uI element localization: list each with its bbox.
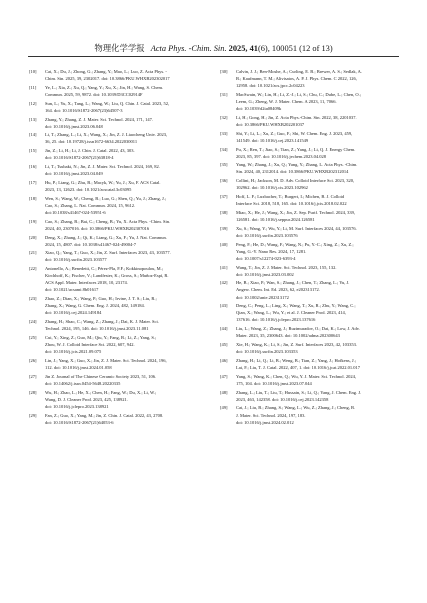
reference-entry (220, 357, 399, 371)
reference-number: [38] (220, 209, 228, 215)
reference-text: Yang, W.; Zhang, J.; Xu, Q.; Yang, Y.; Zhang, L. Acta Phys. -Chim. (236, 162, 358, 168)
reference-text: Sun, L.; Yu, X.; Tang, L.; Wang, W.; Liu, Q. Chin. J. Catal. 2023, 52, (45, 100, 170, 106)
reference-text: 112. doi: 10.1016/j.jmst.2024.01.058 (45, 364, 112, 370)
reference-entry (220, 130, 399, 144)
references-right-column (220, 68, 399, 427)
reference-text: 36, 25. doi: 10.19728/j.issn1672-6634.2022030011 (45, 139, 138, 145)
reference-number: [39] (220, 225, 228, 231)
reference-number: [10] (29, 69, 37, 74)
reference-entry (220, 302, 399, 323)
reference-text: Lai, F.; Liu, T. J. Catal. 2022, 407, 1. doi: 10.1016/j.jcat.2022.01.017 (236, 364, 360, 370)
reference-text: 175, 104. doi: 10.1016/j.jmst.2023.07.044 (236, 380, 312, 386)
reference-text: B.; Kaufmann, T. M.; Alivisatos, A. P. J. Phys. Chem. C 2022, 126, (236, 76, 357, 82)
reference-entry (29, 234, 208, 248)
reference-number: [42] (220, 280, 228, 286)
reference-number: [29] (29, 412, 37, 418)
reference-text: Qian, X.; Wang, L.; Wu, Y.; et al. J. Cleaner Prod. 2023, 414, (236, 310, 346, 316)
reference-text: MacSwain, W.; Lin, H.; Li, Z.-J.; Li, S.; Chu, C.; Dube, L.; Chen, O.; (236, 91, 361, 97)
reference-number: [26] (29, 357, 37, 363)
reference-text: doi: 10.1016/j.jmst.2023.03.002 (236, 271, 294, 277)
reference-text: Zhao, Z.; Dian, X.; Wang, P.; Guo, H.; Irvine, J. T. S.; Liu, R.; (45, 296, 157, 302)
reference-text: doi: 10.1002/anie.202313172 (236, 294, 289, 300)
reference-text: Collini, H.; Jackson, M. D. Adv. Colloid Interface Sci. 2023, 320, (236, 178, 355, 184)
reference-entry (220, 373, 399, 387)
reference-entry (220, 241, 399, 262)
reference-text: Calvin, J. J.; Ben-Moshe, A.; Curling, E. B.; Brewer, A. S.; Sedlak, A. (236, 69, 362, 74)
reference-entry (29, 389, 208, 410)
references-left-column (29, 68, 208, 427)
reference-text: Sin. 2024, 40, 2312014. doi: 10.3866/PKU.WHXB202312014 (236, 169, 349, 175)
reference-number: [37] (220, 194, 228, 200)
reference-text: Zhou, W. J. Colloid Interface Sci. 2022, 607, 942. (45, 342, 135, 348)
reference-text: doi: 10.1016/j.jmst.2023.04.049 (45, 171, 103, 177)
reference-text: 137616. doi: 10.1016/j.jclepro.2023.137616 (236, 317, 316, 323)
reference-text: Hoff, L. F.; Luxbacher, T.; Burgert, I.; Michen, B. J. Colloid (236, 194, 345, 200)
reference-number: [44] (220, 326, 228, 332)
reference-text: Li, T.; Zhang, L.; Li, X.; Wang, X.; Jin, Z. J. Liaocheng Univ. 2023, (45, 132, 168, 138)
reference-text: He, B.; Xiao, P.; Wan, S.; Zhang, J.; Chen, T.; Zhang, L.; Yu, J. (236, 280, 350, 286)
reference-entry (29, 249, 208, 263)
reference-text: Angew. Chem. Int. Ed. 2023, 62, e202313172. (236, 287, 320, 293)
reference-text: doi: 10.1016/j.jcis.2021.09.075 (45, 349, 102, 355)
reference-text: doi: 10.1016/S1872-2067(21)64053-6 (45, 419, 114, 425)
reference-number: [28] (29, 389, 37, 395)
reference-entry (29, 68, 208, 82)
reference-text: ACS Appl. Mater. Interfaces 2018, 10, 23174. (45, 280, 128, 286)
reference-text: Leem, G.; Zheng, W. J. Mater. Chem. A 2023, 11, 7066. (236, 99, 337, 104)
reference-number: [15] (29, 148, 37, 154)
reference-entry (29, 195, 208, 216)
reference-text: 141549. doi: 10.1016/j.cej.2023.141549 (236, 137, 309, 143)
reference-text: Shi, Y.; Li, L.; Xu, Z.; Guo, F.; Shi, W. Chem. Eng. J. 2023, 459, (236, 130, 353, 136)
reference-number: [33] (220, 130, 228, 136)
reference-entry (29, 147, 208, 161)
reference-text: 2023, 13, 12623. doi: 10.1021/acscatal.3c03095 (45, 186, 132, 192)
reference-text: Jin, Z.; Li, H.; Li, J. Chin. J. Catal. 2022, 43, 303. (45, 148, 135, 154)
citation-volume: 2025, 41 (228, 44, 258, 53)
reference-entry (29, 373, 208, 387)
reference-text: Zhang, H.; Shao, C.; Wang, Z.; Zhang, J.; Dai, K. J. Mater. Sci. (45, 319, 159, 325)
reference-number: [46] (220, 357, 228, 363)
reference-text: 164. doi: 10.1016/S1872-2067(23)64507-3 (45, 107, 123, 113)
reference-text: Wang, T.; Jin, Z. J. Mater. Sci. Technol. 2023, 155, 132. (236, 264, 337, 270)
reference-text: Commun. 2025, 59, 9872. doi: 10.1039/D3CC02914F (45, 91, 143, 97)
reference-entry (220, 209, 399, 223)
reference-text: Ye, L.; Xia, Z.; Xu, Q.; Yang, Y.; Xu, X.; Jin, H.; Wang, S. Chem. (45, 84, 164, 90)
reference-text: 2024, 15, 4807. doi: 10.1038/s41467-024-49004-7 (45, 241, 136, 247)
reference-text: Xiao, Q.; Yang, T.; Guo, X.; Jin, Z. Surf. Interfaces 2023, 43, 103577. (45, 250, 171, 256)
reference-entry (220, 341, 399, 355)
reference-text: Cui, Y.; Xing, Z.; Guo, M.; Qiu, Y.; Fang, B.; Li, Z.; Yang, S.; (45, 334, 157, 340)
reference-text: doi: 10.1016/j.cej.2024.149184 (45, 310, 102, 316)
reference-text: doi: 10.1016/j.surfin.2023.103353 (236, 349, 298, 355)
reference-text: Cai, X.; Du, J.; Zhong, G.; Zhang, Y.; Mao, L.; Luo, Z. Acta Phys. - (45, 69, 167, 74)
reference-entry (220, 193, 399, 207)
reference-text: Wen, S.; Wang, W.; Cheng, B.; Luo, G.; Shen, Q.; Yu, J.; Zhang, J.; (45, 195, 167, 201)
reference-text: doi: 10.1021/acsami.8b01617 (45, 287, 99, 293)
reference-number: [22] (29, 266, 37, 272)
reference-text: Miao, X.; He, J.; Wang, X.; Jin, Z. Sep. Purif. Technol. 2024, 339, (236, 209, 356, 215)
header-rule (28, 56, 399, 57)
reference-text: Zhang, L.; Liu, T.; Liu, T.; Hussain, S.; Li, Q.; Yang, J. Chem. Eng. J. (236, 389, 362, 395)
reference-number: [27] (29, 373, 37, 379)
reference-text: Deng, X.; Zhang, J.; Qi, K.; Liang, G.; Xu, F.; Yu, J. Nat. Commun. (45, 234, 167, 240)
reference-text: Zhang, X.; Wang, G. Chem. Eng. J. 2024, 482, 149184. (45, 303, 145, 309)
reference-text: 12958. doi: 10.1021/acs.jpcc.2c04223 (236, 83, 305, 89)
journal-chinese-title: 物理化学学报 (94, 44, 145, 53)
reference-entry (29, 334, 208, 355)
reference-entry (220, 264, 399, 278)
reference-number: [11] (29, 84, 37, 90)
reference-text: Liu, L.; Wang, Z.; Zhang, J.; Ruzimuradov, O.; Dai, K.; Low, J. Adv. (236, 326, 360, 332)
reference-entry (29, 116, 208, 130)
reference-text: 2024, 40, 2307016. doi: 10.3866/PKU.WHXB202307016 (45, 225, 150, 231)
reference-number: [34] (220, 146, 228, 152)
reference-text: Technol. 2024, 195, 146. doi: 10.1016/j.jmst.2023.11.081 (45, 326, 149, 332)
reference-text: doi: 10.1016/j.jclepro.2023.138921 (45, 403, 109, 409)
reference-text: Kirchhoff, K.; Fischer, V.; Landfester, K.; Gross, S.; Muñoz-Espí, R. (45, 273, 169, 279)
reference-text: Deng, C.; Peng, L.; Ling, X.; Wang, T.; Xu, R.; Zhu, Y.; Wang, C.; (236, 303, 356, 309)
reference-text: Cai, J.; Liu, B.; Zhang, S.; Wang, L.; Wu, Z.; Zhang, J.; Cheng, B. (236, 405, 356, 411)
reference-text: 2023, 463, 142358. doi: 10.1016/j.cej.2023.142358 (236, 396, 329, 402)
reference-text: Pu, X.; Ren, T.; Jiao, S.; Tian, Z.; Yang, J.; Li, Q. J. Energy Chem. (236, 146, 356, 152)
reference-number: [48] (220, 389, 228, 395)
reference-text: 102962. doi: 10.1016/j.cis.2023.102962 (236, 185, 308, 191)
reference-number: [16] (29, 164, 37, 170)
reference-entry (29, 218, 208, 232)
reference-number: [17] (29, 179, 37, 185)
reference-number: [43] (220, 303, 228, 309)
reference-number: [20] (29, 234, 37, 240)
reference-entry (220, 389, 399, 403)
reference-text: Xie, H.; Wang, K.; Li, S.; Jin, Z. Surf. Interfaces 2023, 42, 103353. (236, 342, 358, 348)
reference-entry (220, 146, 399, 160)
reference-text: Yang, G.-Y. Nano Res. 2024, 17, 1281. (236, 248, 307, 254)
reference-entry (220, 177, 399, 191)
reference-text: doi: 10.1016/j.surfin.2023.103577 (45, 257, 107, 263)
reference-text: Interface Sci. 2018, 518, 165. doi: 10.1016/j.jcis.2018.02.022 (236, 201, 347, 207)
reference-text: Lin, J.; Yang, X.; Guo, X.; Jin, Z. J. Mater. Sci. Technol. 2024, 196, (45, 357, 167, 363)
reference-text: Li, H.; Gong, H.; Jin, Z. Acta Phys.-Chim. Sin. 2022, 38, 2201037. (236, 114, 357, 120)
reference-text: Jin Z. Journal of The Chinese Ceramic Society 2023, 51, 106. (45, 373, 157, 379)
reference-text: doi: 10.1016/S1872-2067(21)63818-4 (45, 155, 114, 161)
reference-text: 126581. doi: 10.1016/j.seppur.2024.126581 (236, 216, 315, 222)
reference-text: Zhang, Y.; Zhang, Z. J. Mater. Sci. Technol. 2024, 171, 147. (45, 116, 153, 122)
reference-number: [32] (220, 114, 228, 120)
reference-text: Wu, H.; Zhao, L.; He, X.; Chen, H.; Fang, W.; Du, X.; Li, W.; (45, 389, 157, 395)
reference-text: Cao, S.; Zhang, L. Nat. Commun. 2024, 15, 9612. (45, 202, 136, 208)
reference-number: [14] (29, 132, 37, 138)
reference-number: [36] (220, 178, 228, 184)
reference-entry (29, 357, 208, 371)
reference-text: doi:10.1038/s41467-024-53951-6 (45, 209, 106, 215)
reference-text: doi: 10.1016/j.jmst.2023.06.048 (45, 123, 103, 129)
reference-number: [30] (220, 69, 228, 74)
reference-entry (29, 295, 208, 316)
reference-text: doi: 10.1007/s12274-023-6393-4 (236, 255, 296, 261)
reference-entry (220, 114, 399, 128)
reference-number: [49] (220, 405, 228, 411)
reference-text: Cao, S.; Zhang, B.; Bai, C.; Cheng, B.; Yu, X. Acta Phys. -Chim. Sin. (45, 218, 171, 224)
reference-number: [19] (29, 218, 37, 224)
reference-text: Fan, Z.; Guo, X.; Yang, M.; Jin, Z. Chin. J. Catal. 2022, 43, 2708. (45, 412, 164, 418)
reference-text: doi: 10.3866/PKU.WHXB202201037 (236, 121, 305, 127)
reference-text: doi: 10.1039/d2ta08409k (236, 106, 282, 112)
reference-entry (29, 100, 208, 114)
reference-entry (220, 225, 399, 239)
reference-number: [24] (29, 319, 37, 325)
reference-number: [35] (220, 162, 228, 168)
reference-entry (29, 179, 208, 193)
reference-number: [18] (29, 195, 37, 201)
reference-text: doi: 10.14062/j.issn.0454-5648.20220335 (45, 380, 121, 386)
reference-number: [45] (220, 342, 228, 348)
citation-pages: (6), 100051 (12 of 13) (257, 44, 333, 53)
reference-entry (29, 318, 208, 332)
reference-entry (29, 265, 208, 293)
reference-text: Li, T.; Tsubaki, N.; Jin, Z. J. Mater. Sci. Technol. 2024, 169, 82. (45, 164, 160, 170)
reference-text: Antonello, A.; Benedetti, C.; Pérez-Pla, F.F.; Kokkinopoulou, M.; (45, 266, 164, 272)
reference-entry (220, 404, 399, 425)
reference-entry (29, 412, 208, 426)
reference-entry (29, 131, 208, 145)
reference-number: [23] (29, 296, 37, 302)
reference-entry (29, 84, 208, 98)
journal-abbreviation: Acta Phys. -Chim. Sin. (150, 44, 227, 53)
reference-text: Mater. 2023, 35, 2300643. doi: 10.1002/adma.202300643 (236, 333, 340, 339)
reference-text: Chim. Sin. 2025, 39, 2302017. doi: 10.3866/PKU.WHXB202302017 (45, 76, 170, 82)
reference-text: Yang, S.; Wang, K.; Chen, Q.; Wu, Y. J. Mater. Sci. Technol. 2024, (236, 373, 357, 379)
reference-text: doi: 10.1016/j.jmst.2024.02.012 (236, 419, 294, 425)
reference-number: [12] (29, 100, 37, 106)
reference-number: [31] (220, 91, 228, 97)
reference-entry (220, 68, 399, 89)
reference-text: Hu, P.; Liang, G.; Zhu, B.; Macyk, W.; Yu, J.; Xu, F. ACS Catal. (45, 179, 161, 185)
running-header (0, 44, 427, 54)
reference-entry (220, 161, 399, 175)
reference-text: Peng, F.; He, D.; Wang, F.; Wang, N.; Pu, Y.-C.; Xing, Z.; Xu, Z.; (236, 241, 354, 247)
reference-entry (29, 163, 208, 177)
reference-text: Wang, D. J. Cleaner Prod. 2023, 425, 138921. (45, 396, 128, 402)
reference-number: [21] (29, 250, 37, 256)
reference-text: doi: 10.1016/j.surfin.2023.103576 (236, 232, 298, 238)
reference-text: Xu, S.; Wang, Y.; Wu, Y.; Li, M. Surf. Interfaces 2024, 44, 103576. (236, 225, 357, 231)
reference-text: J. Mater. Sci. Technol. 2024, 197, 183. (236, 412, 306, 418)
reference-number: [25] (29, 334, 37, 340)
reference-number: [13] (29, 116, 37, 122)
reference-number: [41] (220, 264, 228, 270)
reference-entry (220, 325, 399, 339)
reference-entry (220, 279, 399, 300)
reference-entry (220, 91, 399, 112)
reference-number: [40] (220, 241, 228, 247)
reference-text: 2023, 85, 397. doi: 10.1016/j.jechem.2023.04.028 (236, 153, 326, 159)
reference-text: Zhang, H.; Li, Q.; Li, B.; Weng, B.; Tian, Z.; Yang, J.; Hofkens, J.; (236, 357, 357, 363)
reference-number: [47] (220, 373, 228, 379)
